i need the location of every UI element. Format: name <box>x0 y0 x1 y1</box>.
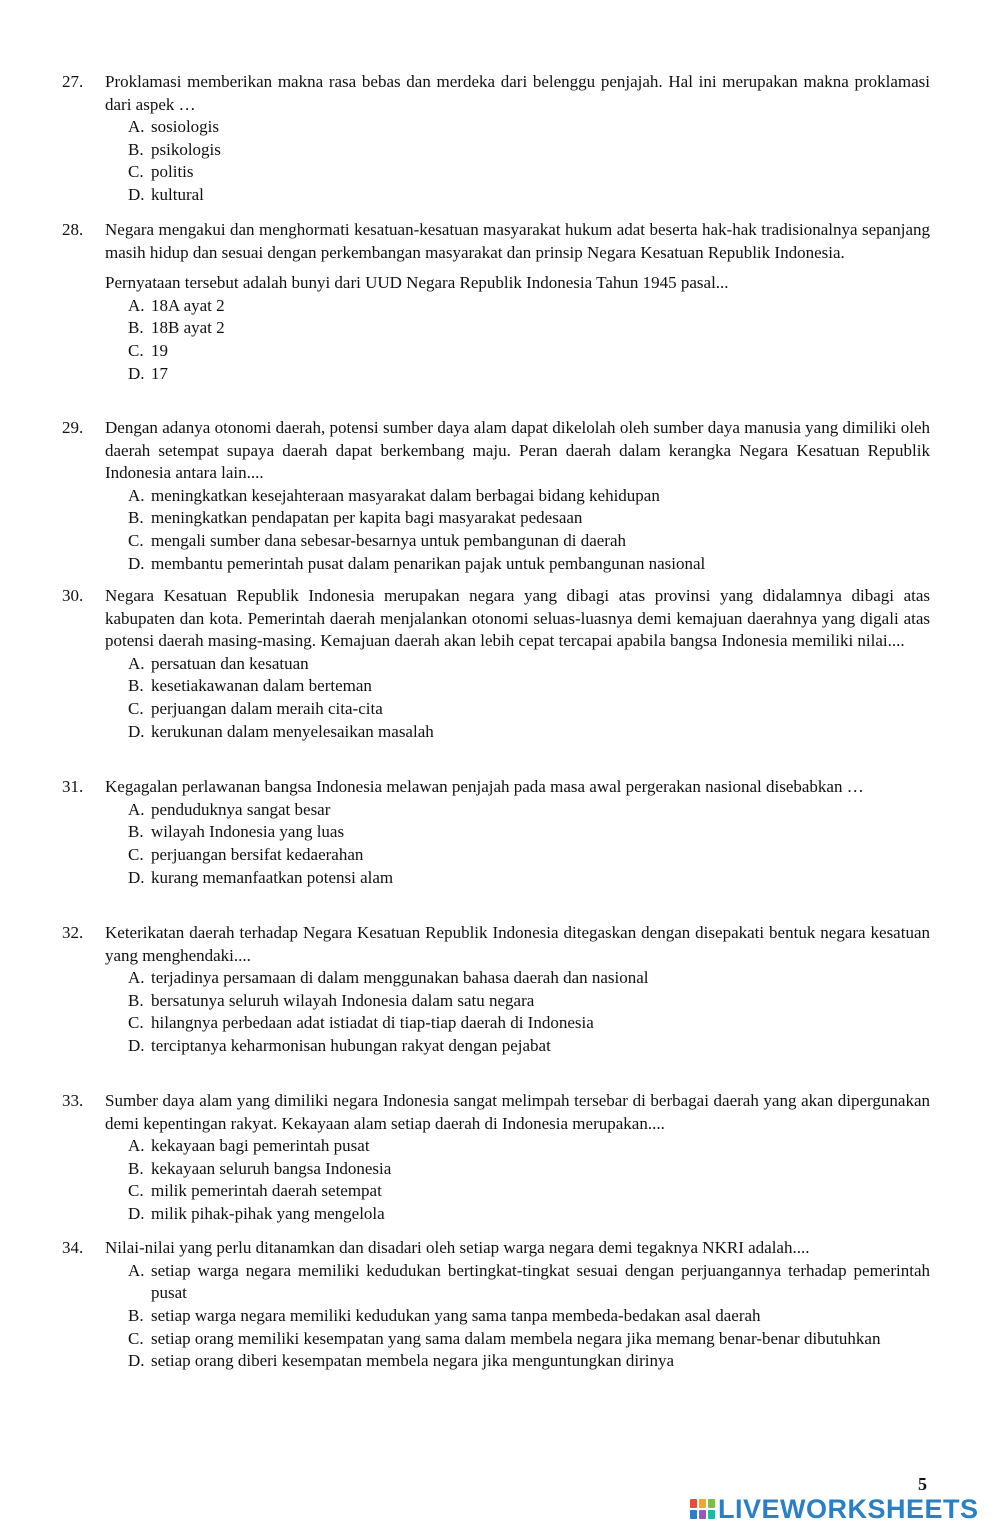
option-letter: B. <box>128 508 144 528</box>
option-text: 18A ayat 2 <box>151 295 225 315</box>
option-letter: B. <box>128 676 144 696</box>
option-a[interactable] <box>128 799 930 822</box>
option-d[interactable] <box>128 363 930 386</box>
option-letter: C. <box>128 340 144 360</box>
option-letter: C. <box>128 844 144 864</box>
option-text: persatuan dan kesatuan <box>151 653 309 673</box>
option-d[interactable] <box>128 1035 930 1058</box>
question-text: Keterikatan daerah terhadap Negara Kesatuan Republik Indonesia ditegaskan dengan disepakati bentuk negara kesatuan yang menghendaki.... <box>105 923 930 965</box>
question-number: 27. <box>62 72 84 91</box>
option-letter: D. <box>128 1204 145 1224</box>
page-number: 5 <box>918 1474 927 1494</box>
option-d[interactable] <box>128 721 930 744</box>
option-letter: C. <box>128 1181 144 1201</box>
option-c[interactable] <box>128 1180 930 1203</box>
option-text: milik pemerintah daerah setempat <box>151 1181 382 1201</box>
option-c[interactable] <box>128 844 930 867</box>
option-b[interactable] <box>128 675 930 698</box>
question-text: Kegagalan perlawanan bangsa Indonesia melawan penjajah pada masa awal pergerakan nasional disebabkan … <box>105 777 864 796</box>
option-b[interactable] <box>128 990 930 1013</box>
option-letter: C. <box>128 530 144 550</box>
question-34 <box>62 1237 930 1373</box>
option-letter: B. <box>128 822 144 842</box>
option-text: meningkatkan pendapatan per kapita bagi masyarakat pedesaan <box>151 508 583 528</box>
question-text: Sumber daya alam yang dimiliki negara Indonesia sangat melimpah tersebar di berbagai daerah yang akan dipergunakan demi kepentingan rakyat. Kekayaan alam setiap daerah di Indonesia merupakan.... <box>105 1091 930 1133</box>
option-letter: D. <box>128 185 145 205</box>
option-a[interactable] <box>128 967 930 990</box>
option-c[interactable] <box>128 161 930 184</box>
question-number: 31. <box>62 777 84 796</box>
question-30 <box>62 585 930 743</box>
option-letter: B. <box>128 139 144 159</box>
option-text: terciptanya keharmonisan hubungan rakyat dengan pejabat <box>151 1036 551 1056</box>
option-letter: C. <box>128 162 144 182</box>
option-c[interactable] <box>128 1012 930 1035</box>
logo-tile <box>708 1499 715 1508</box>
option-letter: B. <box>128 1158 144 1178</box>
question-33 <box>62 1090 930 1226</box>
option-text: perjuangan bersifat kedaerahan <box>151 844 364 864</box>
option-a[interactable] <box>128 653 930 676</box>
option-text: setiap warga negara memiliki kedudukan yang sama tanpa membeda-bedakan asal daerah <box>151 1305 761 1325</box>
option-b[interactable] <box>128 1158 930 1181</box>
option-d[interactable] <box>128 184 930 207</box>
options-list <box>128 116 930 207</box>
option-text: kesetiakawanan dalam berteman <box>151 676 372 696</box>
option-c[interactable] <box>128 530 930 553</box>
option-letter: C. <box>128 1013 144 1033</box>
question-text: Negara Kesatuan Republik Indonesia merupakan negara yang dibagi atas provinsi yang didalamnya dibagi atas kabupaten dan kota. Pemerintah daerah menjalankan otonomi seluas-luasnya demi kemajuan daerahnya yang digali atas potensi daerah masing-masing. Kemajuan daerah akan lebih cepat tercapai apabila bangsa Indonesia memiliki nilai.... <box>105 586 930 650</box>
option-text: wilayah Indonesia yang luas <box>151 822 345 842</box>
logo-tile <box>708 1510 715 1519</box>
question-number: 32. <box>62 923 84 942</box>
question-statement: Pernyataan tersebut adalah bunyi dari UUD Negara Republik Indonesia Tahun 1945 pasal... <box>105 273 729 292</box>
option-text: bersatunya seluruh wilayah Indonesia dalam satu negara <box>151 990 535 1010</box>
option-b[interactable] <box>128 821 930 844</box>
question-29 <box>62 417 930 575</box>
liveworksheets-logo-icon <box>690 1499 715 1519</box>
option-text: kultural <box>151 185 204 205</box>
option-text: sosiologis <box>151 117 220 136</box>
option-text: meningkatkan kesejahteraan masyarakat dalam berbagai bidang kehidupan <box>151 485 660 505</box>
option-c[interactable] <box>128 340 930 363</box>
options-list <box>128 1260 930 1374</box>
option-text: milik pihak-pihak yang mengelola <box>151 1204 385 1224</box>
option-letter: A. <box>128 653 145 673</box>
question-number: 29. <box>62 418 84 437</box>
options-list <box>128 967 930 1058</box>
option-letter: C. <box>128 698 144 718</box>
option-text: kekayaan bagi pemerintah pusat <box>151 1136 370 1155</box>
logo-tile <box>690 1499 697 1508</box>
option-d[interactable] <box>128 553 930 576</box>
question-32 <box>62 922 930 1058</box>
option-d[interactable] <box>128 1203 930 1226</box>
option-text: 18B ayat 2 <box>151 318 225 338</box>
logo-tile <box>699 1499 706 1508</box>
option-letter: A. <box>128 1260 145 1280</box>
brand-name: LIVEWORKSHEETS <box>718 1493 979 1524</box>
option-text: kekayaan seluruh bangsa Indonesia <box>151 1158 392 1178</box>
option-text: politis <box>151 162 194 182</box>
options-list <box>128 1135 930 1226</box>
option-letter: B. <box>128 318 144 338</box>
option-text: penduduknya sangat besar <box>151 799 331 819</box>
option-letter: D. <box>128 363 145 383</box>
question-number: 28. <box>62 220 84 239</box>
option-text: perjuangan dalam meraih cita-cita <box>151 698 383 718</box>
option-letter: A. <box>128 799 145 819</box>
question-28 <box>62 219 930 385</box>
logo-tile <box>690 1510 697 1519</box>
question-text: Proklamasi memberikan makna rasa bebas dan merdeka dari belenggu penjajah. Hal ini merupakan makna proklamasi dari aspek … <box>105 72 930 114</box>
option-text: membantu pemerintah pusat dalam penarikan pajak untuk pembangunan nasional <box>151 553 706 573</box>
option-letter: A. <box>128 295 145 315</box>
option-b[interactable] <box>128 139 930 162</box>
options-list <box>128 799 930 890</box>
options-list <box>128 295 930 386</box>
option-letter: D. <box>128 553 145 573</box>
options-list <box>128 485 930 576</box>
option-b[interactable] <box>128 1305 930 1328</box>
option-letter: A. <box>128 1136 145 1155</box>
liveworksheets-brand[interactable] <box>690 1494 979 1524</box>
option-letter: B. <box>128 1305 144 1325</box>
option-letter: A. <box>128 485 145 505</box>
question-text: Negara mengakui dan menghormati kesatuan-kesatuan masyarakat hukum adat beserta hak-hak tradisionalnya sepanjang masih hidup dan sesuai dengan perkembangan masyarakat dan prinsip Negara Kesatuan Republik Indonesia. <box>105 220 930 262</box>
option-text: kurang memanfaatkan potensi alam <box>151 867 394 887</box>
option-a[interactable] <box>128 485 930 508</box>
question-27 <box>62 71 930 207</box>
option-text: setiap orang diberi kesempatan membela negara jika menguntungkan dirinya <box>151 1351 675 1371</box>
option-text: setiap orang memiliki kesempatan yang sama dalam membela negara jika memang benar-benar dibutuhkan <box>151 1328 881 1348</box>
option-letter: A. <box>128 117 145 136</box>
option-d[interactable] <box>128 867 930 890</box>
option-a[interactable] <box>128 116 930 139</box>
option-letter: C. <box>128 1328 144 1348</box>
options-list <box>128 653 930 744</box>
option-letter: A. <box>128 968 145 987</box>
question-31 <box>62 776 930 889</box>
option-text: 19 <box>151 340 168 360</box>
option-text: setiap warga negara memiliki kedudukan bertingkat-tingkat sesuai dengan perjuangannya terhadap pemerintah pusat <box>151 1260 930 1303</box>
option-b[interactable] <box>128 507 930 530</box>
option-text: hilangnya perbedaan adat istiadat di tiap-tiap daerah di Indonesia <box>151 1013 594 1033</box>
option-a[interactable] <box>128 1135 930 1158</box>
option-letter: D. <box>128 1036 145 1056</box>
logo-tile <box>699 1510 706 1519</box>
question-text: Nilai-nilai yang perlu ditanamkan dan disadari oleh setiap warga negara demi tegaknya NKRI adalah.... <box>105 1238 810 1257</box>
option-letter: D. <box>128 721 145 741</box>
question-number: 30. <box>62 586 84 605</box>
option-letter: D. <box>128 867 145 887</box>
option-text: psikologis <box>151 139 221 159</box>
option-letter: B. <box>128 990 144 1010</box>
option-text: 17 <box>151 363 168 383</box>
option-c[interactable] <box>128 698 930 721</box>
option-b[interactable] <box>128 317 930 340</box>
option-text: terjadinya persamaan di dalam menggunakan bahasa daerah dan nasional <box>151 968 649 987</box>
option-c[interactable] <box>128 1328 930 1351</box>
option-text: mengali sumber dana sebesar-besarnya untuk pembangunan di daerah <box>151 530 627 550</box>
option-text: kerukunan dalam menyelesaikan masalah <box>151 721 434 741</box>
question-number: 34. <box>62 1238 84 1257</box>
option-d[interactable] <box>128 1350 930 1373</box>
option-a[interactable] <box>128 1260 930 1305</box>
option-a[interactable] <box>128 295 930 318</box>
question-text: Dengan adanya otonomi daerah, potensi sumber daya alam dapat dikelolah oleh sumber daya manusia yang dimiliki oleh daerah setempat supaya daerah dapat berkembang maju. Peran daerah dalam kerangka Negara Kesatuan Republik Indonesia antara lain.... <box>105 418 930 482</box>
question-number: 33. <box>62 1091 84 1110</box>
option-letter: D. <box>128 1351 145 1371</box>
